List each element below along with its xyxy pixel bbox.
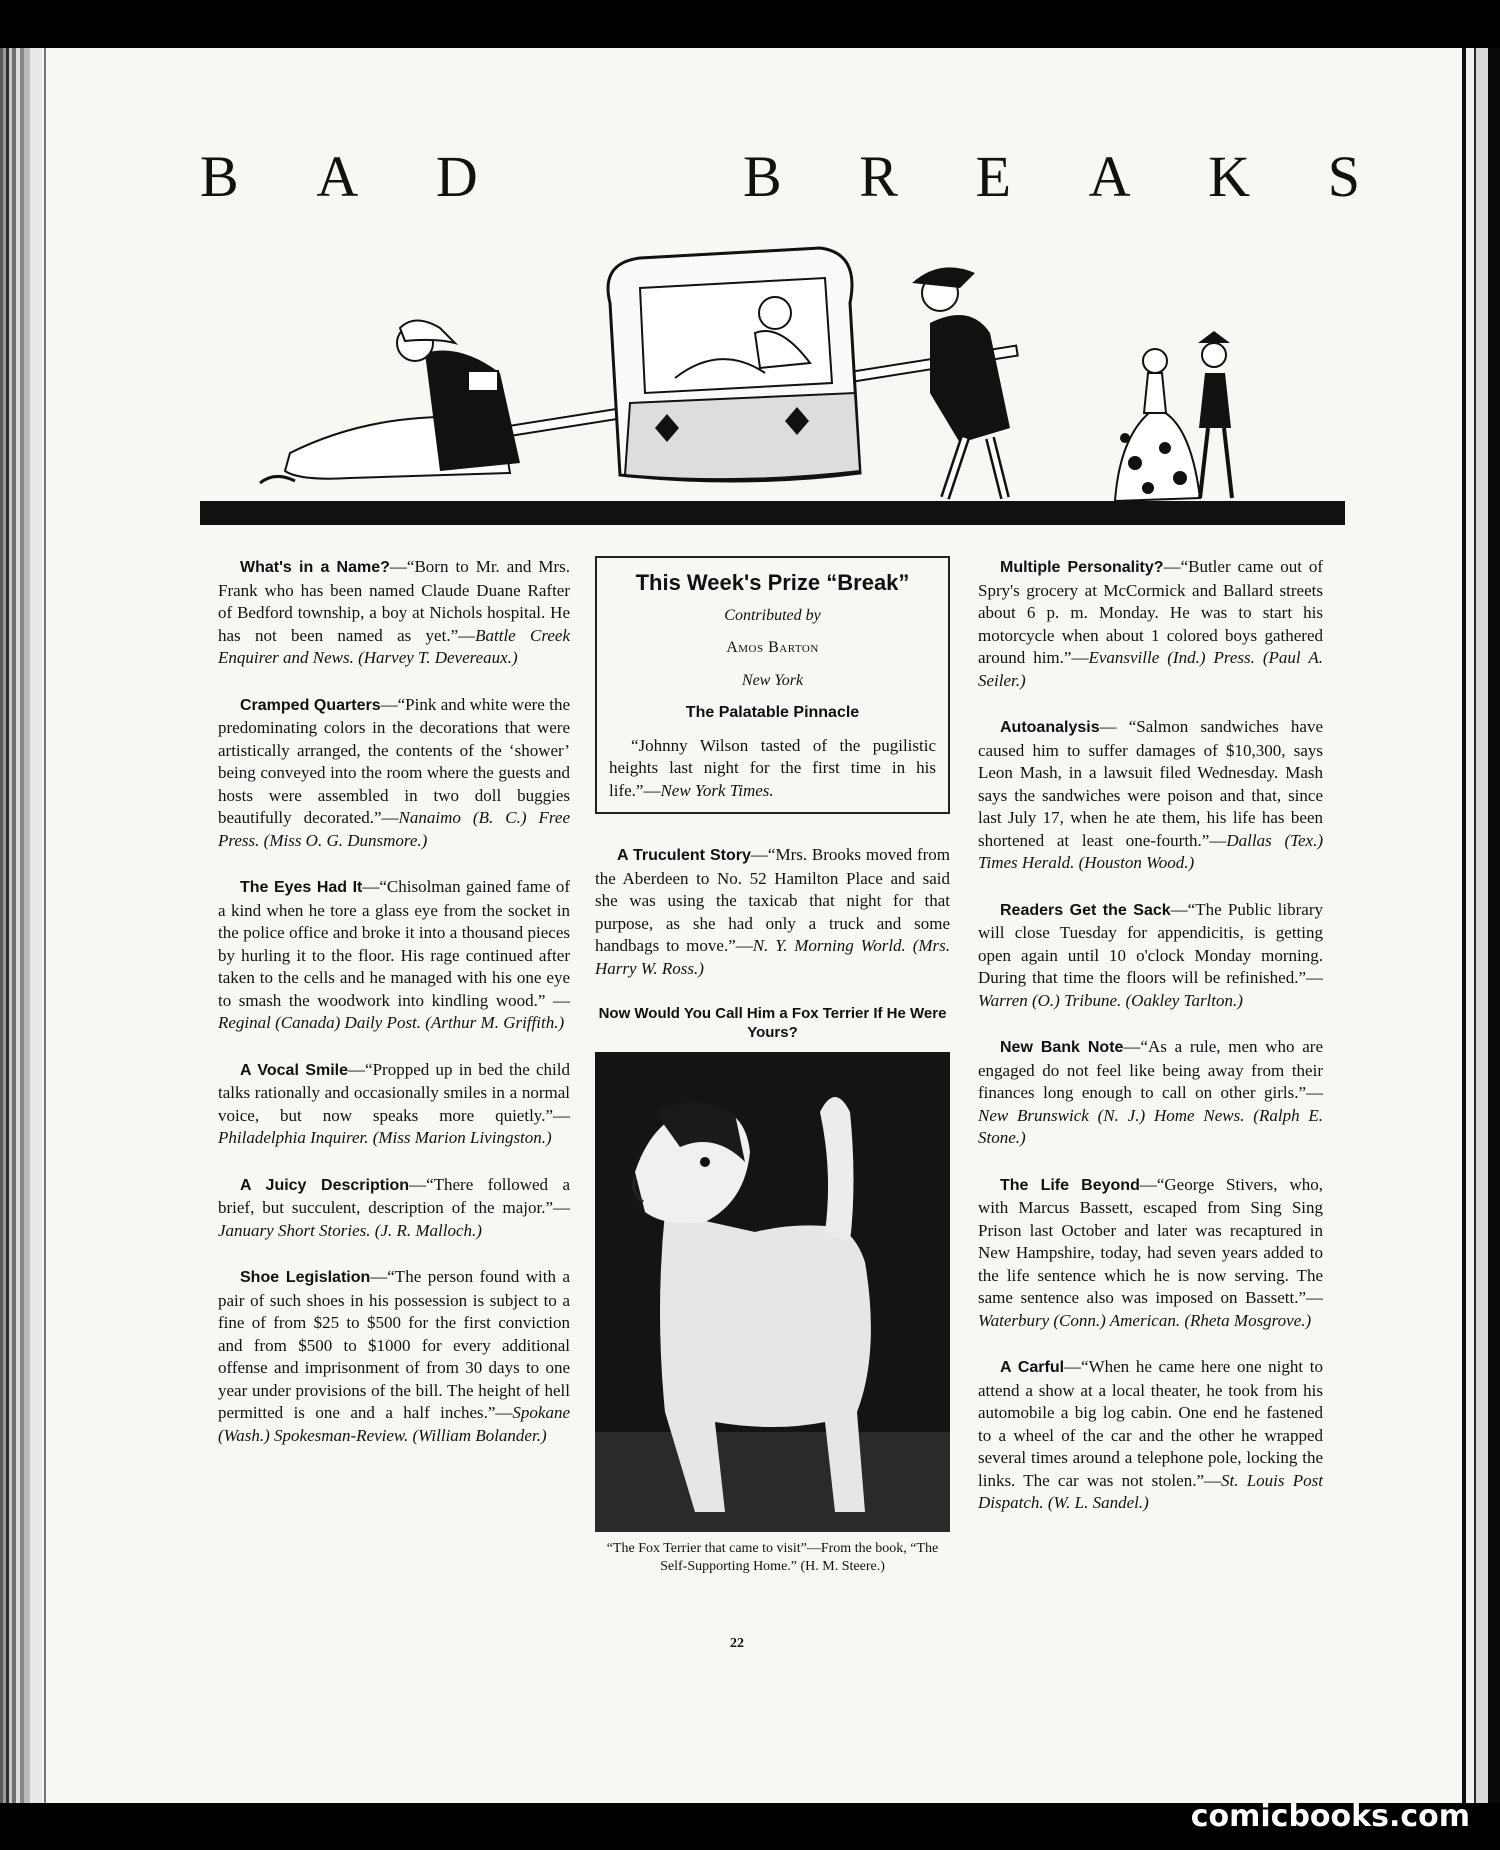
title-letter: R <box>859 144 898 209</box>
item-credit: (Rheta Mosgrove.) <box>1184 1310 1312 1330</box>
break-item <box>595 844 950 980</box>
item-credit: (William Bolander.) <box>412 1425 547 1445</box>
prize-break-box <box>595 556 950 814</box>
title-letter: B <box>200 144 239 209</box>
item-heading: A Juicy Description <box>240 1176 410 1194</box>
title-letter: B <box>742 144 782 209</box>
prize-quote: “Johnny Wilson tasted of the pugilistic heights last night for the first time in his life.”— <box>609 735 936 800</box>
item-credit: (Harvey T. Devereaux.) <box>358 648 518 667</box>
item-source: St. Louis Post Dispatch. <box>978 1470 1323 1512</box>
prize-contributor: Amos Barton <box>726 639 819 656</box>
page-number: 22 <box>730 1636 744 1651</box>
prize-source: New York Times. <box>660 780 774 800</box>
item-credit: (Miss Marion Livingston.) <box>372 1128 552 1147</box>
item-heading: Multiple Personality? <box>1000 559 1164 576</box>
column-center <box>595 556 950 1576</box>
item-source: January Short Stories. <box>218 1220 371 1240</box>
prize-subtitle: The Palatable Pinnacle <box>685 704 860 721</box>
item-heading: The Eyes Had It <box>240 879 363 896</box>
photo-caption: “The Fox Terrier that came to visit”—From the book, “The Self-Supporting Home.” (H. M. Steere.) <box>606 1541 939 1574</box>
break-item <box>218 1266 570 1447</box>
item-credit: (Paul A. Seiler.) <box>978 648 1323 690</box>
title-letter: K <box>1208 144 1251 209</box>
item-heading: Readers Get the Sack <box>1000 901 1171 919</box>
item-heading: New Bank Note <box>1000 1039 1124 1056</box>
break-item <box>978 716 1323 875</box>
item-text: —“The Public library will close Tuesday for appendicitis, is getting open again until 10 o'clock Monday morning. During that time the floors will be refinished.”— <box>978 899 1323 987</box>
item-heading: Autoanalysis <box>1000 719 1100 736</box>
item-source: Spokane (Wash.) Spokesman-Review. <box>218 1403 570 1445</box>
gutter-line <box>44 48 46 1803</box>
prize-title: This Week's Prize “Break” <box>635 570 910 595</box>
item-source: Warren (O.) Tribune. <box>978 990 1122 1010</box>
item-text: —“Pink and white were the predominating colors in the decorations that were artistically arranged, the contents of the ‘shower’ being conveyed into the room where the guests and hosts were assembled in two doll buggies beautifully decorated.”— <box>218 694 570 827</box>
item-text: —“George Stivers, who, with Marcus Bassett, escaped from Sing Sing Prison last October and later was recaptured in New Hampshire, today, had seven years added to the life sentence which he is now serving. The same sentence also was imposed on Bassett.”— <box>978 1174 1323 1307</box>
item-text: —“Mrs. Brooks moved from the Aberdeen to No. 52 Hamilton Place and said she was using the taxicab that night for that purpose, as she had only a truck and some handbags to move.”— <box>595 845 950 955</box>
item-text: —“As a rule, men who are engaged do not feel like being away from their finances long enough to call on other girls.”— <box>978 1037 1323 1102</box>
item-heading: Shoe Legislation <box>240 1269 371 1286</box>
item-text: —“There followed a brief, but succulent, description of the major.”— <box>218 1174 570 1217</box>
break-item <box>978 899 1323 1013</box>
item-credit: (Ralph E. Stone.) <box>978 1105 1324 1147</box>
binding-spine-right <box>1462 48 1500 1803</box>
item-credit: (Houston Wood.) <box>1078 853 1195 872</box>
item-heading: Cramped Quarters <box>240 696 381 714</box>
item-heading: A Vocal Smile <box>240 1061 349 1079</box>
title-letter: D <box>435 144 478 209</box>
title-letter: A <box>1088 144 1131 209</box>
item-credit: (W. L. Sandel.) <box>1047 1493 1149 1512</box>
break-item <box>218 1174 570 1243</box>
column-left <box>218 556 570 1471</box>
title-letter: A <box>316 144 359 209</box>
title-letter: S <box>1327 144 1360 209</box>
break-item <box>978 1174 1323 1333</box>
break-item <box>218 1059 570 1150</box>
item-heading: What's in a Name? <box>240 559 390 576</box>
item-text: —“When he came here one night to attend a show at a local theater, he took from his automobile a big log cabin. One end he fastened to a wheel of the car and the other he wrapped several times around a telephone pole, locking the links. The car was not stolen.”— <box>978 1357 1323 1490</box>
item-text: —“Propped up in bed the child talks rationally and occasionally smiles in a normal voice, but now speaks more quietly.”— <box>218 1059 570 1125</box>
fox-terrier-photo <box>595 1052 950 1532</box>
binding-spine-left <box>0 48 42 1803</box>
item-source: Waterbury (Conn.) American. <box>978 1310 1181 1330</box>
prize-text <box>609 735 936 803</box>
item-text: —“The person found with a pair of such shoes in his possession is subject to a fine of from $25 to $500 for the first conviction and from $500 to $1000 for every additional offense and imprisonment of from 30 days to one year under provisions of the bill. The height of hell permitted is one and a half inches.”— <box>218 1267 570 1422</box>
prize-contributed: Contributed by <box>724 606 821 624</box>
item-source: Nanaimo (B. C.) Free Press. <box>218 808 570 850</box>
item-text: —“Butler came out of Spry's grocery at McCormick and Ballard streets about 6 p. m. Monday. He was to start his motorcycle when about 1 colored boys gathered around him.”— <box>978 557 1324 667</box>
item-source: Philadelphia Inquirer. <box>218 1128 369 1147</box>
page-title <box>200 144 1360 209</box>
item-credit: (Mrs. Harry W. Ross.) <box>595 936 950 978</box>
item-credit: (Oakley Tarlton.) <box>1125 990 1243 1010</box>
title-letter: E <box>975 144 1012 209</box>
item-source: Dallas (Tex.) Times Herald. <box>978 830 1323 872</box>
item-text: — “Salmon sandwiches have caused him to suffer damages of $10,300, says Leon Mash, in a lawsuit filed Wednesday. Mash says the sandwiches were poison and that, since last July 17, when he ate them, his life has been shortened at least one-fourth.”— <box>978 717 1323 850</box>
item-source: N. Y. Morning World. <box>752 936 906 955</box>
column-right <box>978 556 1323 1539</box>
item-credit: (J. R. Malloch.) <box>374 1220 482 1240</box>
item-credit: (Arthur M. Griffith.) <box>425 1013 565 1032</box>
item-heading: A Truculent Story <box>617 847 751 864</box>
site-watermark[interactable]: comicbooks.com <box>1190 1799 1470 1834</box>
item-source: Evansville (Ind.) Press. <box>1088 648 1255 667</box>
item-source: New Brunswick (N. J.) Home News. <box>978 1105 1245 1125</box>
magazine-page <box>0 48 1500 1803</box>
item-text: —“Born to Mr. and Mrs. Frank who has been named Claude Duane Rafter of Bedford township, a boy at Nichols hospital. He has not been named as yet.”— <box>218 557 571 645</box>
sedan-chair-illustration <box>200 243 1350 533</box>
photo-heading: Now Would You Call Him a Fox Terrier If He Were Yours? <box>598 1005 947 1041</box>
item-credit: (Miss O. G. Dunsmore.) <box>263 830 428 850</box>
break-item <box>978 556 1323 692</box>
break-item <box>978 1356 1323 1515</box>
item-heading: A Carful <box>1000 1359 1065 1376</box>
item-heading: The Life Beyond <box>1000 1176 1140 1194</box>
item-source: Battle Creek Enquirer and News. <box>218 625 571 667</box>
break-item <box>218 694 570 853</box>
break-item <box>218 556 570 670</box>
item-text: —“Chisolman gained fame of a kind when he tore a glass eye from the socket in the police office and broke it into a thousand pieces by hurling it to the floor. His rage continued after taken to the cells and he managed with his one eye to smash the woodwork into kindling wood.” — <box>218 877 570 1010</box>
break-item <box>218 876 570 1035</box>
break-item <box>978 1036 1323 1150</box>
prize-place: New York <box>741 671 804 689</box>
item-source: Reginal (Canada) Daily Post. <box>218 1013 422 1032</box>
